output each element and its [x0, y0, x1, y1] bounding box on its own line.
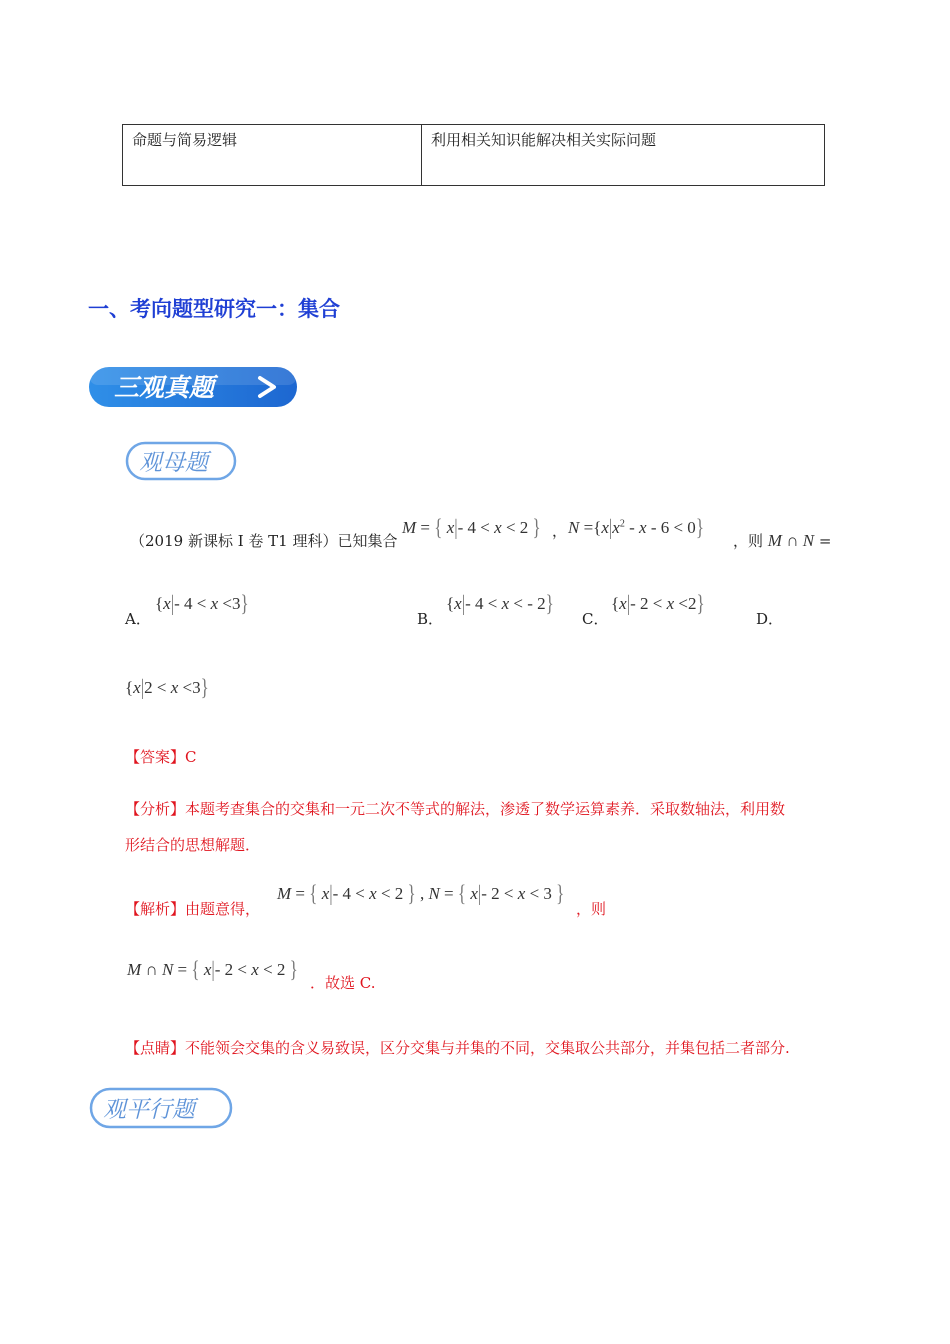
- option-a-math: {x|- 4 < x <3}: [155, 590, 249, 617]
- note-text: 不能领会交集的含义易致误，区分交集与并集的不同，交集取公共部分，并集包括二者部分.: [185, 1039, 790, 1057]
- pill-original-question: [125, 441, 237, 481]
- pill-parallel-question: [89, 1087, 233, 1129]
- table-cell-topic: 命题与简易逻辑: [123, 125, 422, 186]
- analysis-line-2: 形结合的思想解题．: [125, 836, 261, 854]
- question-tail: ，则 M ∩ N =: [733, 531, 832, 550]
- set-m-expression: M = { x|- 4 < x < 2 }: [402, 514, 541, 541]
- solution-math-2: M ∩ N = { x|- 2 < x < 2 }: [127, 956, 298, 983]
- analysis-text-1: 本题考查集合的交集和一元二次不等式的解法，渗透了数学运算素养．采取数轴法，利用数: [185, 800, 786, 818]
- note-label: 【点睛】: [125, 1039, 186, 1057]
- answer-line: [125, 746, 197, 767]
- answer-value: C: [185, 748, 197, 766]
- solution-label: 【解析】: [125, 900, 186, 918]
- section-heading: 一、考向题型研究一：集合: [88, 297, 340, 321]
- solution-text-1: 由题意得，: [185, 900, 261, 918]
- banner-label: 三观真题: [114, 373, 215, 402]
- option-a-label: A．: [125, 610, 151, 628]
- topic-table: [122, 124, 825, 186]
- note-line: [125, 1037, 790, 1058]
- option-c-label: C．: [582, 610, 609, 628]
- option-b-math: {x|- 4 < x < - 2}: [446, 590, 554, 617]
- analysis-line-1: [125, 798, 785, 819]
- answer-label: 【答案】: [125, 748, 186, 766]
- solution-intro: [125, 898, 260, 919]
- question-separator: ，: [552, 522, 568, 540]
- solution-text-2: ，则: [576, 900, 607, 918]
- banner-three-views: [88, 366, 298, 408]
- solution-math-1: M = { x|- 4 < x < 2 } , N = { x|- 2 < x < 3 }: [277, 880, 565, 907]
- question-source: （2019 新课标 I 卷 T1 理科）已知集合: [130, 532, 398, 550]
- pill-label: 观母题: [139, 450, 208, 476]
- option-d-math: {x|2 < x <3}: [125, 674, 209, 701]
- table-cell-requirement: 利用相关知识能解决相关实际问题: [422, 125, 825, 186]
- option-b-label: B．: [417, 610, 444, 628]
- option-c-math: {x|- 2 < x <2}: [611, 590, 705, 617]
- solution-text-3: ．故选 C.: [310, 974, 376, 992]
- set-n-expression: $N =\{x|x^2 - x - 6 < 0\}$: [568, 514, 704, 541]
- analysis-label: 【分析】: [125, 800, 186, 818]
- pill-label: 观平行题: [103, 1097, 195, 1123]
- option-d-label: D．: [756, 610, 784, 628]
